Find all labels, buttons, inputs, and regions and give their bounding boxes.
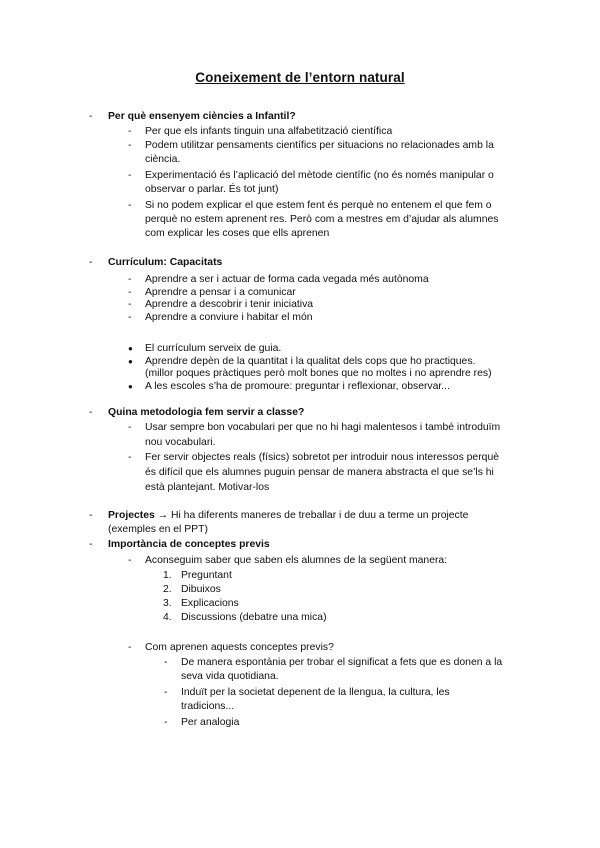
bullet-dot: ● xyxy=(128,357,133,366)
bullet-item: El currículum serveix de guia. xyxy=(145,343,282,354)
sublist-item-cont: tradicions... xyxy=(181,701,235,712)
bullet-dot: ● xyxy=(128,382,133,391)
bullet-dot: ● xyxy=(128,344,133,353)
section-dash: - xyxy=(89,407,93,418)
bullet-item: A les escoles s’ha de promoure: preguntar i reflexionar, observar... xyxy=(145,381,450,392)
list-dash: - xyxy=(128,642,132,653)
list-dash: - xyxy=(128,299,132,310)
bullet-item-cont: (millor poques pràctiques però molt bones que no moltes i no aprendre res) xyxy=(145,368,492,379)
section-dash: - xyxy=(89,539,93,550)
list-dash: - xyxy=(128,126,132,137)
list-item: Si no podem explicar el que estem fent és perquè no entenem el que fem o xyxy=(145,200,492,211)
sublist-dash: - xyxy=(164,657,168,668)
section-dash: - xyxy=(89,510,93,521)
list-item-cont: és difícil que els alumnes puguin pensar de manera abstracta el que se’ls hi xyxy=(145,467,494,478)
list-item: Per que els infants tinguin una alfabetització científica xyxy=(145,126,393,137)
section-dash: - xyxy=(89,111,93,122)
section-heading-why-science: Per què ensenyem ciències a Infantil? xyxy=(108,111,296,122)
sublist-item: De manera espontània per trobar el significat a fets que es donen a la xyxy=(181,657,503,668)
section-heading-methodology: Quina metodologia fem servir a classe? xyxy=(108,407,305,418)
numbered-item: Dibuixos xyxy=(181,584,221,595)
list-item-cont: observar o parlar. És tot junt) xyxy=(145,184,279,195)
sublist-item: Induït per la societat depenent de la llengua, la cultura, les xyxy=(181,687,450,698)
list-item: Usar sempre bon vocabulari per que no hi hagi malentesos i també introduïm xyxy=(145,422,501,433)
list-item: Aprendre a descobrir i tenir iniciativa xyxy=(145,299,314,310)
numbered-item: Explicacions xyxy=(181,598,239,609)
projects-text: Hi ha diferents maneres de treballar i de duu a terme un projecte xyxy=(170,510,469,521)
list-item-cont: està plantejant. Motivar-los xyxy=(145,482,270,493)
numbered-index: 3. xyxy=(163,598,172,609)
list-dash: - xyxy=(128,312,132,323)
list-dash: - xyxy=(128,170,132,181)
list-dash: - xyxy=(128,452,132,463)
sublist-dash: - xyxy=(164,717,168,728)
list-dash: - xyxy=(128,287,132,298)
section-heading-projects: Projectes xyxy=(108,510,155,521)
list-item: Fer servir objectes reals (físics) sobretot per introduir nous interessos perquè xyxy=(145,452,500,463)
numbered-index: 1. xyxy=(163,570,172,581)
sublist-item-cont: seva vida quotidiana. xyxy=(181,671,279,682)
list-item-cont: com explicar les coses que ells aprenen xyxy=(145,228,330,239)
list-dash: - xyxy=(128,140,132,151)
list-item: Aprendre a ser i actuar de forma cada vegada més autònoma xyxy=(145,274,429,285)
sublist-item: Per analogia xyxy=(181,717,240,728)
numbered-item: Preguntant xyxy=(181,570,232,581)
projects-text-cont: (exemples en el PPT) xyxy=(108,524,208,535)
list-item: Aprendre a pensar i a comunicar xyxy=(145,287,296,298)
list-dash: - xyxy=(128,422,132,433)
list-item: Podem utilitzar pensaments científics per situacions no relacionades amb la xyxy=(145,140,494,151)
numbered-index: 2. xyxy=(163,584,172,595)
list-item-cont: nou vocabulari. xyxy=(145,437,216,448)
numbered-item: Discussions (debatre una mica) xyxy=(181,612,327,623)
section-heading-prior-concepts: Importància de conceptes previs xyxy=(108,539,270,550)
sublist-dash: - xyxy=(164,687,168,698)
projects-line xyxy=(108,509,468,523)
list-dash: - xyxy=(128,555,132,566)
list-item: Com aprenen aquests conceptes previs? xyxy=(145,642,334,653)
list-item-cont: ciència. xyxy=(145,154,181,165)
numbered-index: 4. xyxy=(163,612,172,623)
page-title: Coneixement de l’entorn natural xyxy=(195,70,405,85)
list-item: Experimentació és l’aplicació del mètode científic (no és només manipular o xyxy=(145,170,494,181)
section-heading-curriculum: Currículum: Capacitats xyxy=(108,257,223,268)
list-item: Aprendre a conviure i habitar el món xyxy=(145,312,313,323)
list-dash: - xyxy=(128,200,132,211)
list-dash: - xyxy=(128,274,132,285)
section-dash: - xyxy=(89,257,93,268)
arrow-icon: → xyxy=(157,510,169,521)
list-item-cont: perquè no estem aprenent res. Però com a mestres em d’ajudar als alumnes xyxy=(145,214,499,225)
list-item: Aconseguim saber que saben els alumnes de la següent manera: xyxy=(145,555,448,566)
bullet-item: Aprendre depèn de la quantitat i la qualitat dels cops que ho practiques. xyxy=(145,356,476,367)
